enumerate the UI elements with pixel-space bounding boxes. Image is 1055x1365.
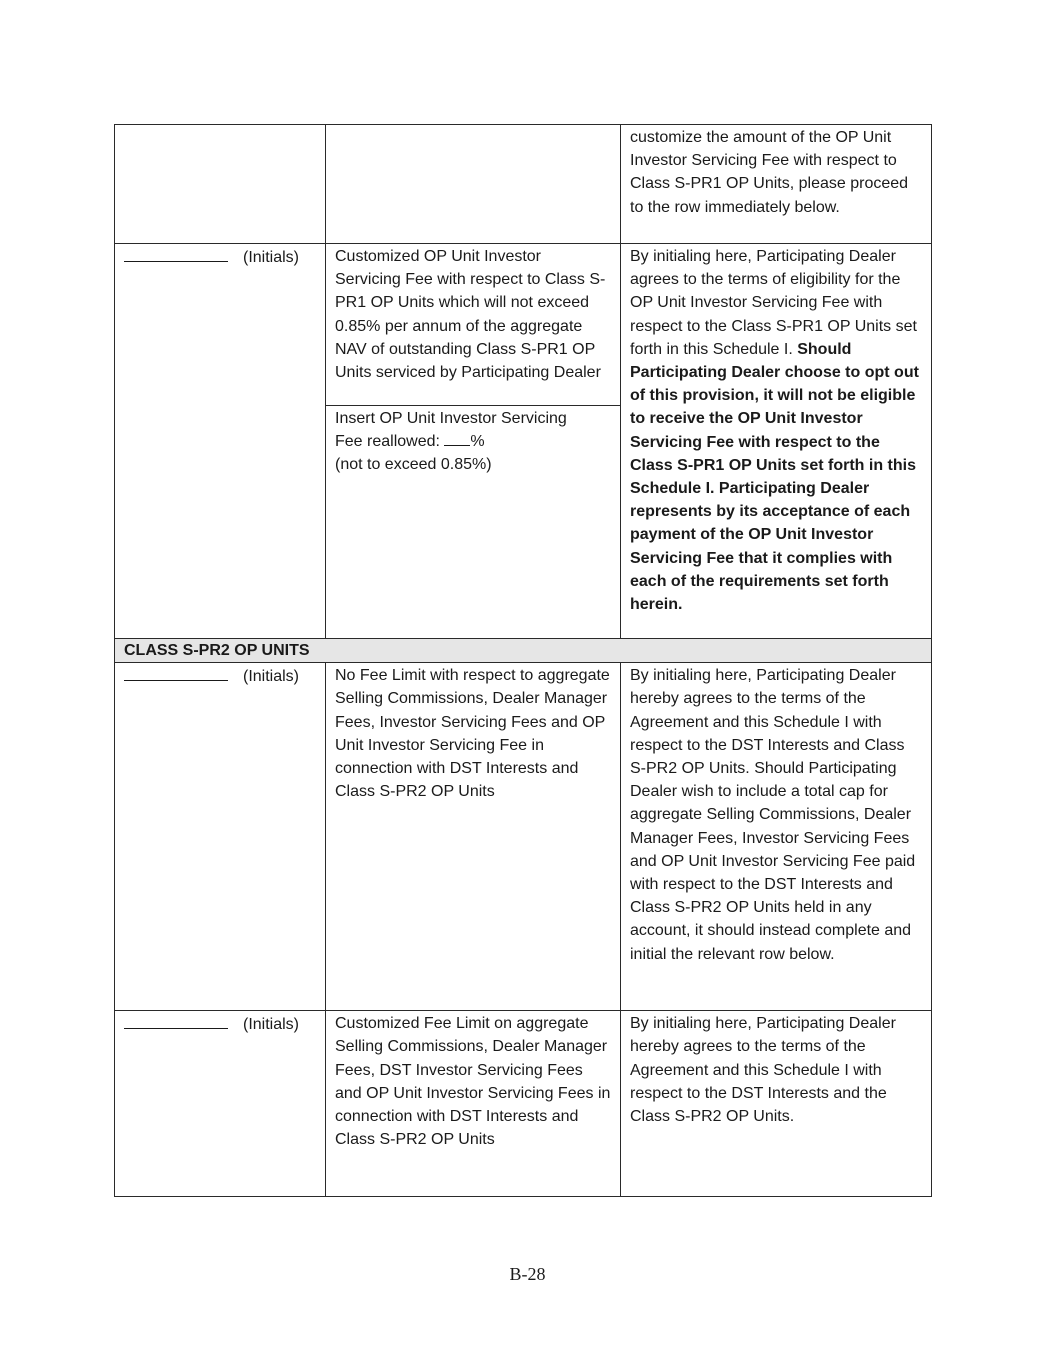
section-header: CLASS S-PR2 OP UNITS	[115, 639, 932, 663]
table-row-s-pr2-custom	[115, 1011, 932, 1197]
table-row-continued	[115, 125, 932, 244]
description-cell	[326, 244, 621, 639]
fee-reallowed-label: Fee reallowed:	[335, 433, 440, 451]
percent-sign: %	[470, 433, 485, 451]
terms-plain-text: By initialing here, Participating Dealer agrees to the terms of eligibility for the OP Unit Investor Servicing Fee with respect to the Class S-PR1 OP Units set forth in this Schedule I.	[630, 248, 917, 358]
section-header-row	[115, 639, 932, 663]
terms-text: By initialing here, Participating Dealer hereby agrees to the terms of the Agreement and this Schedule I with respect to the DST Interests and Class S-PR2 OP Units. Should Participating Dealer wish to include a total cap for aggregate Selling Commissions, Dealer Manager Fees, Investor Servicing Fees and OP Unit Investor Servicing Fee paid with respect to the DST Interests and Class S-PR2 OP Units held in any account, it should instead complete and initial the relevant row below.	[630, 667, 916, 963]
initials-label: (Initials)	[242, 249, 299, 266]
terms-text	[630, 245, 922, 616]
initials-cell	[115, 1011, 326, 1197]
table-row-s-pr2-no-limit	[115, 663, 932, 1011]
description-text: No Fee Limit with respect to aggregate Selling Commissions, Dealer Manager Fees, Investor Servicing Fees and OP Unit Investor Servicing Fee in connection with DST Interests and Class S-PR2 OP Units	[335, 667, 610, 801]
description-cell-empty	[326, 125, 621, 244]
description-cell	[326, 1011, 621, 1197]
initials-blank-field[interactable]	[124, 245, 228, 262]
table-row-s-pr1-custom	[115, 244, 932, 639]
initials-cell	[115, 663, 326, 1011]
fee-insert-line2	[335, 430, 611, 453]
page-number: B-28	[509, 1264, 546, 1284]
terms-bold-text: Should Participating Dealer choose to opt out of this provision, it will not be eligible to receive the OP Unit Investor Servicing Fee with respect to the Class S-PR1 OP Units set forth in this Schedule I. Participating Dealer represents by its acceptance of each payment of the OP Unit Investor Servicing Fee that it complies with each of the requirements set forth herein.	[630, 340, 919, 614]
description-cell	[326, 663, 621, 1011]
fee-insert-line3: (not to exceed 0.85%)	[335, 456, 492, 474]
initials-blank-field[interactable]	[124, 664, 228, 681]
schedule-table	[114, 124, 932, 1197]
terms-text: customize the amount of the OP Unit Investor Servicing Fee with respect to Class S-PR1 OP Units, please proceed to the row immediately below.	[630, 129, 909, 216]
description-text: Customized OP Unit Investor Servicing Fee with respect to Class S-PR1 OP Units which will not exceed 0.85% per annum of the aggregate NAV of outstanding Class S-PR1 OP Units serviced by Participating Dealer	[335, 248, 606, 382]
terms-cell	[621, 663, 932, 1011]
initials-cell	[115, 244, 326, 639]
initials-label: (Initials)	[242, 668, 299, 686]
terms-cell	[621, 244, 932, 639]
initials-blank-field[interactable]	[124, 1012, 228, 1029]
fee-percent-blank-field[interactable]	[444, 431, 470, 446]
initials-label: (Initials)	[242, 1016, 299, 1034]
fee-insert-line1: Insert OP Unit Investor Servicing	[335, 410, 567, 427]
terms-cell	[621, 125, 932, 244]
description-text: Customized Fee Limit on aggregate Selling Commissions, Dealer Manager Fees, DST Investor Servicing Fees and OP Unit Investor Servicing Fees in connection with DST Interests and Class S-PR2 OP Units	[335, 1015, 611, 1149]
initials-cell-empty	[115, 125, 326, 244]
terms-text: By initialing here, Participating Dealer hereby agrees to the terms of the Agreement and this Schedule I with respect to the DST Interests and the Class S-PR2 OP Units.	[630, 1015, 896, 1126]
terms-cell	[621, 1011, 932, 1197]
fee-insert-block	[326, 406, 620, 477]
